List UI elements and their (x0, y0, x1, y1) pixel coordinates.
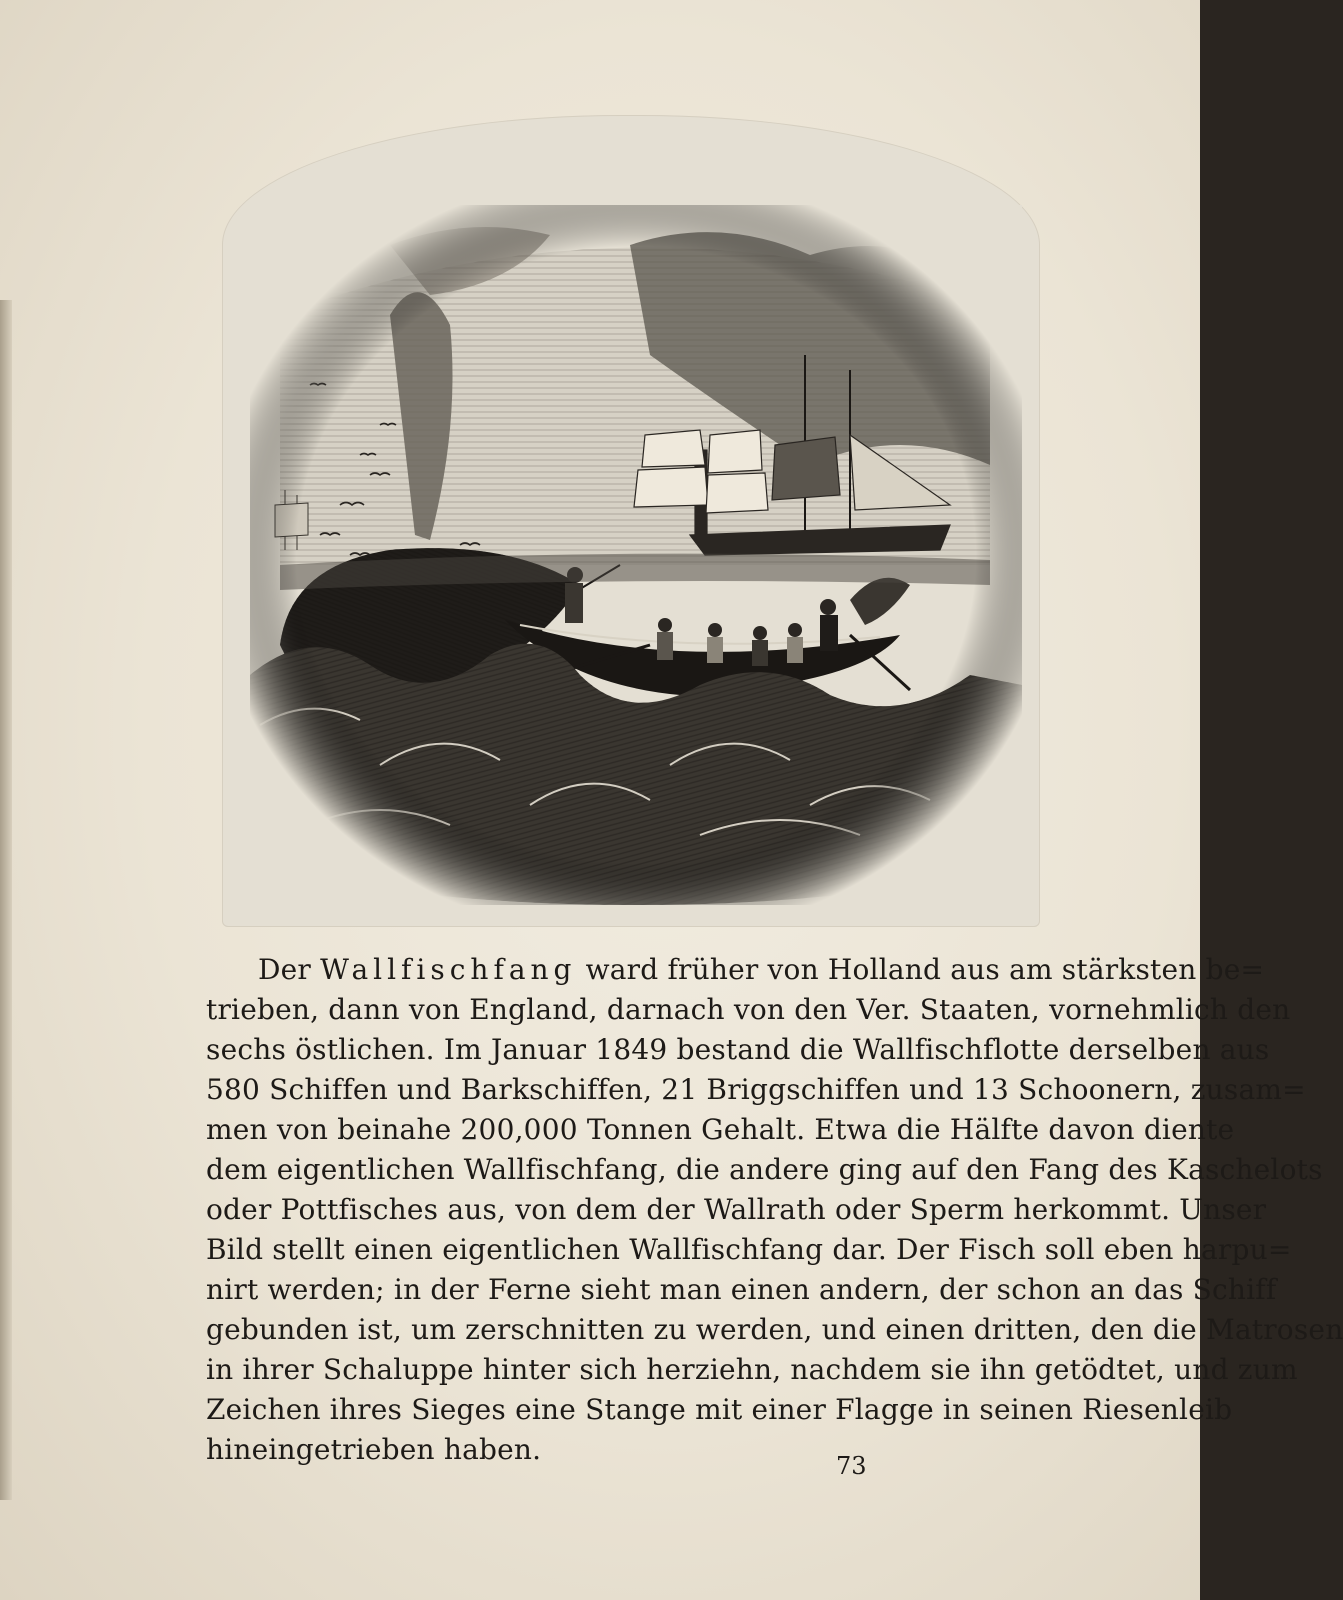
text-line-1 (206, 950, 1265, 990)
page-edge (0, 300, 12, 1500)
text-line-2: trieben, dann von England, darnach von den Ver. Staaten, vornehmlich den (206, 993, 1291, 1026)
text-line-10: gebunden ist, um zerschnitten zu werden, und einen dritten, den die Matrosen (206, 1313, 1343, 1346)
text-line-6: dem eigentlichen Wallfischfang, die andere ging auf den Fang des Kaschelots (206, 1153, 1323, 1186)
body-text (206, 950, 1343, 1470)
text-line-7: oder Pottfisches aus, von dem der Wallrath oder Sperm herkommt. Unser (206, 1193, 1267, 1226)
text-line-13: hineingetrieben haben. (206, 1433, 542, 1466)
text-line-5: men von beinahe 200,000 Tonnen Gehalt. Etwa die Hälfte davon diente (206, 1113, 1235, 1146)
emphasized-term: Wallfischfang (320, 953, 577, 986)
page-number: 73 (836, 1452, 867, 1480)
text-line-11: in ihrer Schaluppe hinter sich herziehn, nachdem sie ihn getödtet, und zum (206, 1353, 1298, 1386)
whaling-engraving (250, 205, 1022, 905)
text-line-3: sechs östlichen. Im Januar 1849 bestand die Wallfischflotte derselben aus (206, 1033, 1270, 1066)
text-line-1-after: ward früher von Holland aus am stärksten be= (576, 953, 1265, 986)
text-line-8: Bild stellt einen eigentlichen Wallfischfang dar. Der Fisch soll eben harpu= (206, 1233, 1292, 1266)
text-line-12: Zeichen ihres Sieges eine Stange mit einer Flagge in seinen Riesenleib (206, 1393, 1233, 1426)
text-line-9: nirt werden; in der Ferne sieht man einen andern, der schon an das Schiff (206, 1273, 1277, 1306)
text-line-1-before: Der (258, 953, 321, 986)
text-line-4: 580 Schiffen und Barkschiffen, 21 Briggschiffen und 13 Schoonern, zusam= (206, 1073, 1306, 1106)
